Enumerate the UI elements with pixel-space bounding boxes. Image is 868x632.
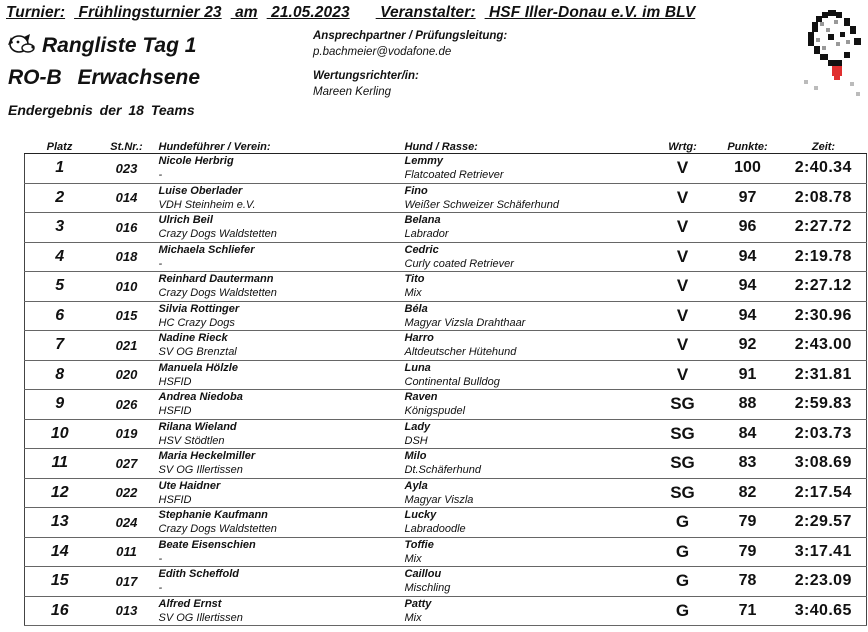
dog-head-icon	[6, 31, 36, 57]
dog-cell	[405, 154, 651, 184]
handler-name: Maria Heckelmiller	[158, 450, 256, 463]
dog-cell	[405, 331, 651, 361]
handler-name: Beate Eisenschien	[158, 538, 256, 551]
points-cell: 78	[715, 567, 781, 597]
table-row	[25, 537, 867, 567]
handler-name: Nicole Herbrig	[158, 155, 234, 168]
dog-name: Lemmy	[404, 155, 444, 168]
results-table	[24, 140, 867, 626]
handler-cell	[159, 508, 405, 538]
contact-label: Ansprechpartner / Prüfungsleitung:	[313, 30, 508, 42]
handler-cell	[159, 478, 405, 508]
dog-breed: Curly coated Retriever	[404, 257, 514, 270]
page-title: Rangliste Tag 1	[42, 34, 197, 57]
organizer-label: Veranstalter:	[380, 4, 476, 21]
tournament-header	[6, 4, 806, 22]
table-row	[25, 154, 867, 184]
handler-name: Rilana Wieland	[158, 420, 237, 433]
handler-name: Ulrich Beil	[158, 214, 213, 227]
dog-breed: Mix	[404, 552, 422, 565]
category-title: RO-B Erwachsene	[8, 66, 201, 89]
dog-cell	[405, 419, 651, 449]
place-cell: 15	[25, 567, 95, 597]
time-cell: 3:08.69	[781, 449, 867, 479]
club-name: SV OG Brenztal	[158, 346, 237, 359]
start-number-cell: 010	[95, 272, 159, 302]
club-name: HSFID	[158, 405, 192, 418]
dog-cell	[405, 567, 651, 597]
place-cell: 8	[25, 360, 95, 390]
dog-breed: Altdeutscher Hütehund	[404, 346, 517, 359]
place-cell: 12	[25, 478, 95, 508]
place-cell: 16	[25, 596, 95, 626]
club-name: HSFID	[158, 493, 192, 506]
points-cell: 92	[715, 331, 781, 361]
handler-cell	[159, 242, 405, 272]
handler-cell	[159, 567, 405, 597]
club-name: SV OG Illertissen	[158, 611, 243, 624]
time-cell: 2:19.78	[781, 242, 867, 272]
table-row	[25, 596, 867, 626]
handler-name: Silvia Rottinger	[158, 302, 240, 315]
grade-cell: SG	[651, 419, 715, 449]
dog-cell	[405, 360, 651, 390]
column-header-dog: Hund / Rasse:	[405, 140, 651, 154]
start-number-cell: 013	[95, 596, 159, 626]
place-cell: 11	[25, 449, 95, 479]
judge-label: Wertungsrichter/in:	[313, 70, 419, 82]
time-cell: 3:40.65	[781, 596, 867, 626]
dog-name: Lucky	[404, 509, 437, 522]
grade-cell: V	[651, 272, 715, 302]
column-header-time: Zeit:	[781, 140, 867, 154]
table-row	[25, 390, 867, 420]
points-cell: 71	[715, 596, 781, 626]
handler-cell	[159, 154, 405, 184]
dog-cell	[405, 478, 651, 508]
start-number-cell: 026	[95, 390, 159, 420]
dog-name: Luna	[404, 361, 431, 374]
club-name: VDH Steinheim e.V.	[158, 198, 256, 211]
club-name: Crazy Dogs Waldstetten	[158, 228, 277, 241]
time-cell: 2:59.83	[781, 390, 867, 420]
place-cell: 13	[25, 508, 95, 538]
table-row	[25, 508, 867, 538]
handler-cell	[159, 183, 405, 213]
dog-breed: Mix	[404, 611, 422, 624]
tournament-name: Frühlingsturnier 23	[78, 4, 222, 21]
handler-name: Nadine Rieck	[158, 332, 228, 345]
handler-cell	[159, 596, 405, 626]
handler-cell	[159, 390, 405, 420]
time-cell: 2:08.78	[781, 183, 867, 213]
table-row	[25, 419, 867, 449]
start-number-cell: 011	[95, 537, 159, 567]
points-cell: 91	[715, 360, 781, 390]
dog-name: Harro	[404, 332, 434, 345]
column-header-start-number: St.Nr.:	[95, 140, 159, 154]
dog-name: Lady	[404, 420, 431, 433]
dog-name: Belana	[404, 214, 441, 227]
date-prefix: am	[235, 4, 258, 21]
grade-cell: V	[651, 301, 715, 331]
dog-breed: Magyar Viszla	[404, 493, 474, 506]
dog-breed: DSH	[404, 434, 428, 447]
organizer-name: HSF Iller-Donau e.V. im BLV	[489, 4, 696, 21]
start-number-cell: 014	[95, 183, 159, 213]
start-number-cell: 017	[95, 567, 159, 597]
place-cell: 7	[25, 331, 95, 361]
club-name: -	[158, 552, 163, 565]
place-cell: 4	[25, 242, 95, 272]
dog-breed: Mischling	[404, 582, 451, 595]
start-number-cell: 023	[95, 154, 159, 184]
start-number-cell: 015	[95, 301, 159, 331]
points-cell: 82	[715, 478, 781, 508]
result-summary: Endergebnis der 18 Teams	[8, 102, 195, 118]
grade-cell: SG	[651, 449, 715, 479]
start-number-cell: 027	[95, 449, 159, 479]
handler-name: Manuela Hölzle	[158, 361, 238, 374]
points-cell: 100	[715, 154, 781, 184]
dog-breed: Flatcoated Retriever	[404, 169, 504, 182]
dog-cell	[405, 301, 651, 331]
dog-cell	[405, 390, 651, 420]
table-row	[25, 213, 867, 243]
dog-cell	[405, 508, 651, 538]
dog-cell	[405, 183, 651, 213]
handler-name: Luise Oberlader	[158, 184, 243, 197]
handler-name: Ute Haidner	[158, 479, 221, 492]
dog-name: Patty	[404, 597, 432, 610]
club-name: HSV Stödtlen	[158, 434, 225, 447]
grade-cell: SG	[651, 478, 715, 508]
time-cell: 2:43.00	[781, 331, 867, 361]
dog-cell	[405, 213, 651, 243]
dog-breed: Königspudel	[404, 405, 466, 418]
dog-name: Fino	[404, 184, 428, 197]
table-row	[25, 272, 867, 302]
place-cell: 14	[25, 537, 95, 567]
place-cell: 3	[25, 213, 95, 243]
dog-name: Raven	[404, 391, 438, 404]
club-name: HSFID	[158, 375, 192, 388]
time-cell: 3:17.41	[781, 537, 867, 567]
points-cell: 94	[715, 242, 781, 272]
column-header-handler: Hundeführer / Verein:	[159, 140, 405, 154]
grade-cell: V	[651, 154, 715, 184]
place-cell: 6	[25, 301, 95, 331]
time-cell: 2:31.81	[781, 360, 867, 390]
dog-name: Milo	[404, 450, 427, 463]
results-body	[25, 154, 867, 626]
start-number-cell: 018	[95, 242, 159, 272]
dog-name: Cedric	[404, 243, 439, 256]
handler-cell	[159, 419, 405, 449]
handler-cell	[159, 537, 405, 567]
dog-name: Ayla	[404, 479, 428, 492]
handler-name: Reinhard Dautermann	[158, 273, 274, 286]
table-row	[25, 242, 867, 272]
dog-name: Toffie	[404, 538, 434, 551]
dog-cell	[405, 596, 651, 626]
handler-cell	[159, 360, 405, 390]
handler-name: Alfred Ernst	[158, 597, 222, 610]
table-row	[25, 301, 867, 331]
place-cell: 10	[25, 419, 95, 449]
points-cell: 94	[715, 272, 781, 302]
handler-cell	[159, 301, 405, 331]
time-cell: 2:29.57	[781, 508, 867, 538]
dog-breed: Dt.Schäferhund	[404, 464, 481, 477]
grade-cell: V	[651, 331, 715, 361]
place-cell: 2	[25, 183, 95, 213]
table-row	[25, 183, 867, 213]
dog-breed: Continental Bulldog	[404, 375, 500, 388]
club-name: Crazy Dogs Waldstetten	[158, 523, 277, 536]
place-cell: 9	[25, 390, 95, 420]
place-cell: 5	[25, 272, 95, 302]
start-number-cell: 024	[95, 508, 159, 538]
time-cell: 2:17.54	[781, 478, 867, 508]
grade-cell: G	[651, 508, 715, 538]
dog-breed: Labrador	[404, 228, 449, 241]
dog-breed: Mix	[404, 287, 422, 300]
handler-name: Stephanie Kaufmann	[158, 509, 268, 522]
table-row	[25, 478, 867, 508]
tournament-date: 21.05.2023	[271, 4, 350, 21]
dog-breed: Labradoodle	[404, 523, 466, 536]
points-cell: 94	[715, 301, 781, 331]
club-name: SV OG Illertissen	[158, 464, 243, 477]
points-cell: 96	[715, 213, 781, 243]
club-name: HC Crazy Dogs	[158, 316, 235, 329]
time-cell: 2:27.72	[781, 213, 867, 243]
grade-cell: V	[651, 242, 715, 272]
grade-cell: V	[651, 183, 715, 213]
start-number-cell: 019	[95, 419, 159, 449]
time-cell: 2:30.96	[781, 301, 867, 331]
club-name: -	[158, 257, 163, 270]
handler-cell	[159, 272, 405, 302]
time-cell: 2:23.09	[781, 567, 867, 597]
start-number-cell: 021	[95, 331, 159, 361]
column-header-points: Punkte:	[715, 140, 781, 154]
judge-name: Mareen Kerling	[313, 86, 391, 98]
dog-cell	[405, 537, 651, 567]
handler-name: Andrea Niedoba	[158, 391, 243, 404]
time-cell: 2:27.12	[781, 272, 867, 302]
grade-cell: SG	[651, 390, 715, 420]
column-header-place: Platz	[25, 140, 95, 154]
table-header-row	[25, 140, 867, 154]
handler-name: Michaela Schliefer	[158, 243, 255, 256]
club-name: -	[158, 582, 163, 595]
club-name: -	[158, 169, 163, 182]
dog-cell	[405, 272, 651, 302]
table-row	[25, 360, 867, 390]
dog-name: Béla	[404, 302, 428, 315]
grade-cell: G	[651, 596, 715, 626]
pixel-dog-logo	[800, 6, 864, 106]
table-row	[25, 567, 867, 597]
start-number-cell: 022	[95, 478, 159, 508]
points-cell: 97	[715, 183, 781, 213]
dog-name: Caillou	[404, 568, 442, 581]
place-cell: 1	[25, 154, 95, 184]
points-cell: 83	[715, 449, 781, 479]
points-cell: 88	[715, 390, 781, 420]
time-cell: 2:03.73	[781, 419, 867, 449]
grade-cell: V	[651, 213, 715, 243]
dog-breed: Magyar Vizsla Drahthaar	[404, 316, 526, 329]
grade-cell: G	[651, 537, 715, 567]
points-cell: 79	[715, 537, 781, 567]
start-number-cell: 020	[95, 360, 159, 390]
grade-cell: G	[651, 567, 715, 597]
club-name: Crazy Dogs Waldstetten	[158, 287, 277, 300]
tournament-label: Turnier:	[6, 4, 66, 21]
handler-cell	[159, 331, 405, 361]
points-cell: 79	[715, 508, 781, 538]
handler-name: Edith Scheffold	[158, 568, 239, 581]
dog-name: Tito	[404, 273, 425, 286]
start-number-cell: 016	[95, 213, 159, 243]
dog-cell	[405, 242, 651, 272]
handler-cell	[159, 449, 405, 479]
dog-breed: Weißer Schweizer Schäferhund	[404, 198, 559, 211]
handler-cell	[159, 213, 405, 243]
grade-cell: V	[651, 360, 715, 390]
table-row	[25, 331, 867, 361]
contact-email: p.bachmeier@vodafone.de	[313, 46, 452, 58]
time-cell: 2:40.34	[781, 154, 867, 184]
table-row	[25, 449, 867, 479]
points-cell: 84	[715, 419, 781, 449]
dog-cell	[405, 449, 651, 479]
column-header-grade: Wrtg:	[651, 140, 715, 154]
